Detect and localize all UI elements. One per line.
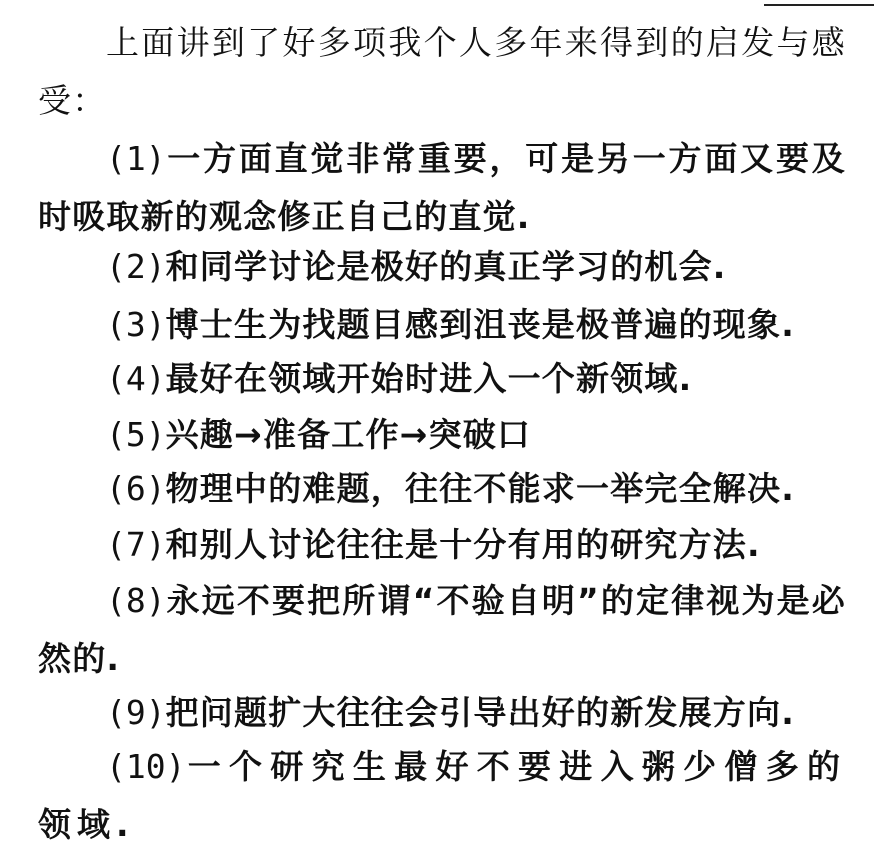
list-item-8 (38, 572, 846, 688)
list-item-3 (106, 296, 846, 354)
list-item-5 (106, 406, 846, 464)
item-number: (5) (106, 415, 166, 454)
item-text: 最好在领域开始时进入一个新领域. (165, 359, 693, 398)
list-item-7 (106, 516, 846, 574)
intro-text: 上面讲到了好多项我个人多年来得到的启发与感受： (38, 23, 846, 120)
item-number: (10) (106, 747, 186, 786)
item-text: 一方面直觉非常重要，可是另一方面又要及时吸取新的观念修正自己的直觉. (38, 139, 846, 236)
page-corner-mark (764, 0, 874, 8)
list-item-2 (106, 238, 846, 296)
item-number: (6) (106, 469, 166, 508)
list-item-10 (38, 738, 846, 854)
list-item-6 (106, 460, 846, 518)
item-text: 和别人讨论往往是十分有用的研究方法. (165, 525, 761, 564)
item-number: (8) (106, 581, 166, 620)
list-item-4 (106, 350, 846, 408)
item-number: (3) (106, 305, 166, 344)
item-number: (9) (106, 693, 166, 732)
item-text: 把问题扩大往往会引导出好的新发展方向. (165, 693, 795, 732)
item-text: 一个研究生最好不要进入粥少僧多的领域. (38, 747, 846, 844)
item-text: 永远不要把所谓“不验自明”的定律视为是必然的. (38, 581, 846, 678)
item-number: (2) (106, 247, 166, 286)
item-number: (7) (106, 525, 166, 564)
item-number: (1) (106, 139, 166, 178)
item-text: 和同学讨论是极好的真正学习的机会. (165, 247, 727, 286)
list-item-1 (38, 130, 846, 246)
intro-paragraph (38, 14, 846, 130)
item-number: (4) (106, 359, 166, 398)
list-item-9 (106, 684, 846, 742)
item-text: 物理中的难题，往往不能求一举完全解决. (165, 469, 795, 508)
item-text: 兴趣→准备工作→突破口 (165, 415, 532, 454)
item-text: 博士生为找题目感到沮丧是极普遍的现象. (165, 305, 795, 344)
